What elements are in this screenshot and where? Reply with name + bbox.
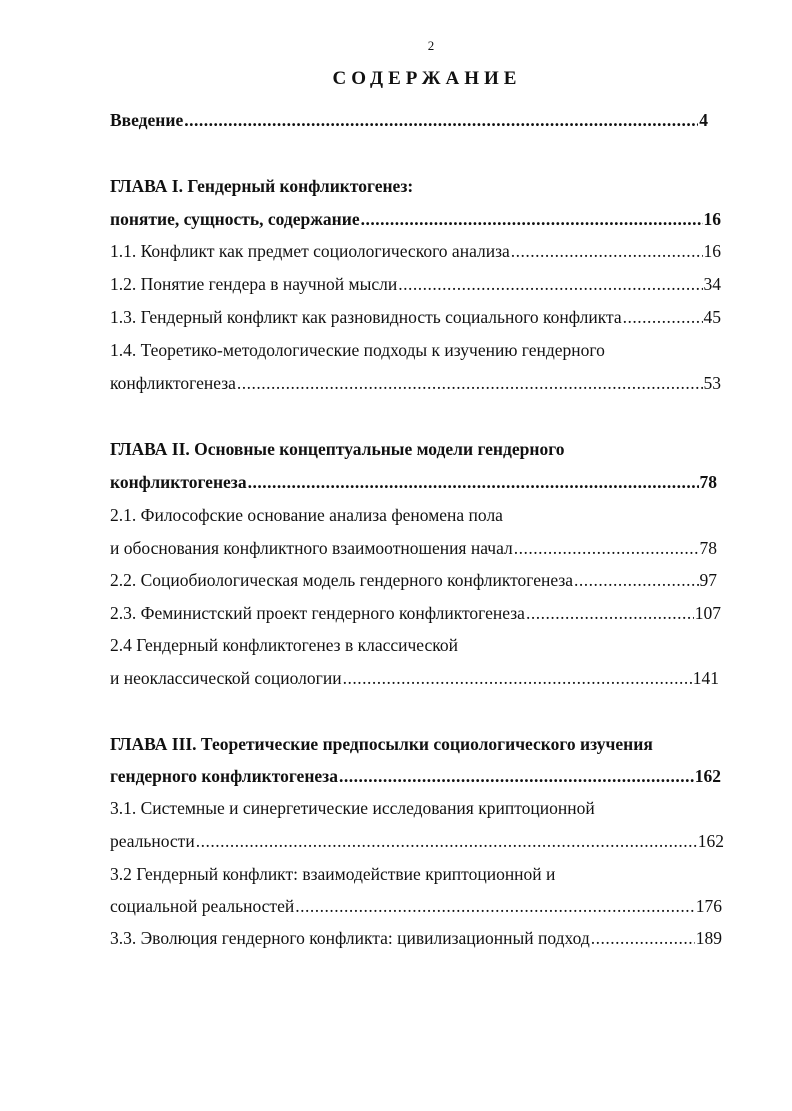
toc-entry-section [110,605,721,623]
toc-entry-section [110,309,721,327]
dot-leader [248,474,699,492]
page-title: СОДЕРЖАНИЕ [332,68,522,89]
toc-label: 2.3. Феминистский проект гендерного конфликтогенеза [110,603,525,623]
dot-leader [591,930,695,948]
toc-entry-section-line1: 3.2 Гендерный конфликт: взаимодействие криптоционной и [110,864,556,884]
dot-leader [339,768,694,786]
toc-page: 45 [703,307,721,327]
toc-entry-section [110,930,722,948]
chapter-heading: ГЛАВА III. Теоретические предпосылки социологического изучения [110,734,653,754]
toc-entry-section [110,898,722,916]
toc-entry-section [110,670,719,688]
toc-page: 78 [699,472,717,492]
toc-page: 16 [703,209,721,229]
toc-page: 162 [694,766,721,786]
toc-label: понятие, сущность, содержание [110,209,360,229]
toc-entry-section [110,540,717,558]
toc-page: 53 [703,373,721,393]
toc-label: социальной реальностей [110,896,295,916]
toc-label: и обоснования конфликтного взаимоотношения начал [110,538,513,558]
toc-entry-section [110,243,721,261]
dot-leader [343,670,692,688]
toc-label: конфликтогенеза [110,373,236,393]
toc-entry-section [110,276,721,294]
dot-leader [574,572,698,590]
chapter-heading: ГЛАВА II. Основные концептуальные модели гендерного [110,439,565,459]
toc-page: 4 [699,110,708,130]
toc-page: 189 [695,928,722,948]
toc-page: 16 [703,241,721,261]
toc-page: 162 [697,831,724,851]
toc-label: 2.2. Социобиологическая модель гендерного конфликтогенеза [110,570,574,590]
toc-label: 3.3. Эволюция гендерного конфликта: цивилизационный подход [110,928,590,948]
toc-label: 1.3. Гендерный конфликт как разновидность социального конфликта [110,307,622,327]
dot-leader [196,833,697,851]
toc-entry-section-line1: 3.1. Системные и синергетические исследования криптоционной [110,798,595,818]
dot-leader [184,112,698,130]
dot-leader [514,540,699,558]
toc-entry-intro [110,112,708,130]
toc-entry-chapter [110,474,717,492]
page-number: 2 [427,38,435,53]
dot-leader [295,898,695,916]
toc-entry-section [110,572,717,590]
toc-label: и неоклассической социологии [110,668,342,688]
dot-leader [361,211,703,229]
toc-page: 97 [699,570,717,590]
dot-leader [623,309,703,327]
toc-entry-section [110,833,724,851]
toc-page: 78 [699,538,717,558]
dot-leader [511,243,703,261]
chapter-heading: ГЛАВА I. Гендерный конфликтогенез: [110,176,414,196]
toc-page: 34 [703,274,721,294]
toc-entry-section [110,375,721,393]
toc-label: Введение [110,110,184,130]
toc-label: гендерного конфликтогенеза [110,766,338,786]
toc-entry-chapter [110,211,721,229]
dot-leader [398,276,702,294]
dot-leader [526,605,694,623]
toc-entry-chapter [110,768,721,786]
toc-page: 107 [694,603,721,623]
toc-label: реальности [110,831,195,851]
toc-entry-section-line1: 1.4. Теоретико-методологические подходы к изучению гендерного [110,340,605,360]
toc-label: конфликтогенеза [110,472,247,492]
toc-page: 141 [692,668,719,688]
toc-label: 1.1. Конфликт как предмет социологического анализа [110,241,510,261]
toc-entry-section-line1: 2.1. Философские основание анализа феномена пола [110,505,503,525]
toc-page: 176 [695,896,722,916]
toc-entry-section-line1: 2.4 Гендерный конфликтогенез в классической [110,635,459,655]
dot-leader [237,375,703,393]
toc-label: 1.2. Понятие гендера в научной мысли [110,274,398,294]
